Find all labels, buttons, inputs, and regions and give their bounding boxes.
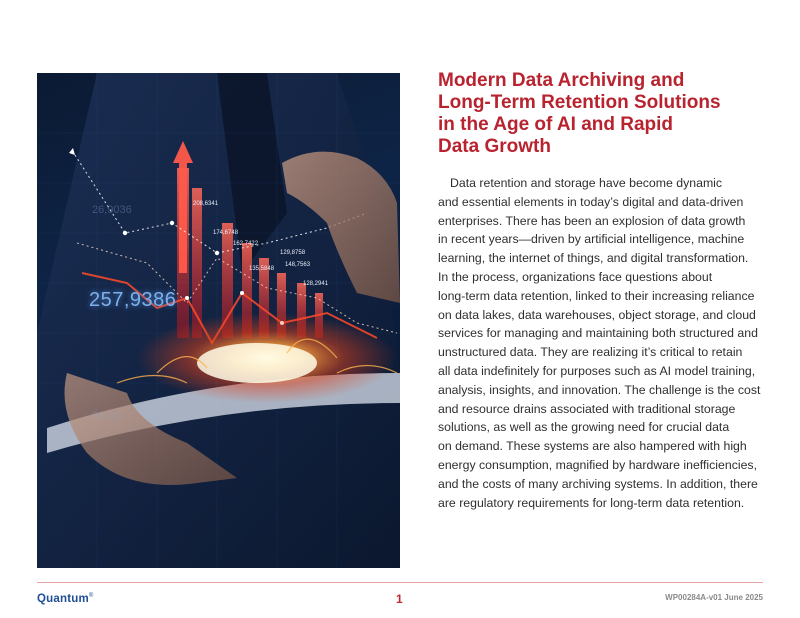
title-line: Modern Data Archiving and: [438, 70, 685, 91]
hero-label: 208,6341: [193, 201, 219, 207]
paragraph-line: all data indefinitely for purposes such as AI model training,: [438, 363, 756, 378]
document-id: WP00284A-v01 June 2025: [665, 593, 763, 602]
hero-label: 148,7563: [285, 262, 311, 268]
paragraph-line: are regulatory requirements for long-term data retention.: [438, 495, 745, 510]
paragraph-line: In the process, organizations face questions about: [438, 269, 713, 284]
title-line: Long-Term Retention Solutions: [438, 92, 721, 113]
page-title: [438, 70, 758, 158]
hero-label: 128,2941: [303, 281, 329, 287]
hero-image: [37, 73, 400, 568]
logo-wordmark: Quantum: [37, 593, 89, 605]
page-number: 1: [396, 592, 403, 606]
title-line: Data Growth: [438, 136, 551, 157]
paragraph-line: and essential elements in today’s digital and data-driven: [438, 194, 744, 209]
paragraph-line: unstructured data. They are realizing it’s critical to retain: [438, 345, 743, 360]
paragraph-line: analysis, insights, and innovation. The challenge is the cost: [438, 382, 761, 397]
quantum-logo: [37, 593, 94, 605]
hero-label: 135,5848: [249, 266, 275, 272]
paragraph-line: on demand. These systems are also hampered with high: [438, 439, 747, 454]
hero-label: 162,7422: [233, 241, 259, 247]
hero-ghost-number: 26,9036: [92, 204, 132, 216]
hero-ghost-number: 86,20: [92, 410, 120, 422]
registered-mark: ®: [88, 593, 94, 599]
paragraph-line: energy consumption, magnified by hardware inefficiencies,: [438, 457, 757, 472]
data-growth-illustration: [37, 73, 400, 568]
footer-divider: [37, 582, 763, 583]
paragraph-line: Data retention and storage have become dynamic: [450, 176, 723, 190]
title-line: in the Age of AI and Rapid: [438, 114, 674, 135]
paragraph-line: long-term data retention, linked to their increasing reliance: [438, 288, 755, 303]
paragraph-line: and the costs of many archiving systems. In addition, there: [438, 476, 758, 491]
intro-paragraph: [438, 174, 766, 512]
paragraph-line: on data lakes, data warehouses, object storage, and cloud: [438, 307, 756, 322]
paragraph-line: in recent years—driven by artificial intelligence, machine: [438, 232, 745, 247]
paragraph-line: and resource drains associated with traditional storage: [438, 401, 736, 416]
paragraph-line: enterprises. There has been an explosion of data growth: [438, 213, 746, 228]
paragraph-line: learning, the internet of things, and digital transformation.: [438, 251, 749, 266]
hero-big-number: 257,9386: [89, 289, 177, 311]
hero-label: 174,6748: [213, 230, 239, 236]
paragraph-line: solutions, as well as the growing need for crucial data: [438, 420, 730, 435]
paragraph-line: services for managing and maintaining both structured and: [438, 326, 758, 341]
hero-label: 129,8758: [280, 250, 306, 256]
